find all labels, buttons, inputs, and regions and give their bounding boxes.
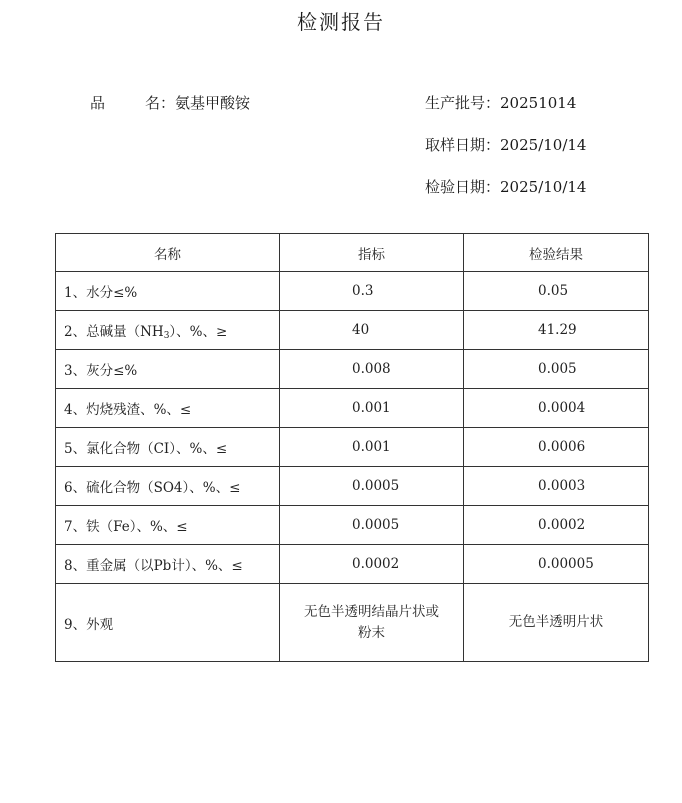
product-name-value: 氨基甲酸铵	[175, 94, 251, 112]
header-spec: 指标	[280, 234, 464, 272]
header-name: 名称	[56, 234, 280, 272]
row-name: 1、水分≤%	[56, 272, 280, 311]
row-spec: 0.001	[280, 389, 464, 428]
row-name: 4、灼烧残渣、%、≤	[56, 389, 280, 428]
row-result: 0.0003	[464, 467, 649, 506]
table-row	[56, 311, 649, 350]
row-spec	[280, 584, 464, 662]
batch-number-label: 生产批号：	[425, 94, 501, 112]
row-name	[56, 311, 280, 350]
table-row	[56, 545, 649, 584]
row-result: 0.05	[464, 272, 649, 311]
product-label-char2: 名：	[145, 94, 176, 112]
table-row	[56, 389, 649, 428]
row-result: 无色半透明片状	[464, 584, 649, 662]
table-row	[56, 272, 649, 311]
inspection-date-value: 2025/10/14	[500, 178, 587, 196]
row-spec-line2: 粉末	[358, 624, 385, 641]
inspection-results-table	[55, 233, 649, 662]
batch-number-value: 20251014	[500, 94, 577, 112]
row-spec: 0.008	[280, 350, 464, 389]
row-spec: 0.001	[280, 428, 464, 467]
table-row	[56, 428, 649, 467]
product-label-char1: 品	[90, 94, 106, 112]
row-result: 41.29	[464, 311, 649, 350]
row-name-part2: ）、%、≥	[169, 323, 228, 340]
table-header-row	[56, 234, 649, 272]
row-result: 0.00005	[464, 545, 649, 584]
row-spec-line1: 无色半透明结晶片状或	[304, 603, 439, 620]
row-result: 0.0002	[464, 506, 649, 545]
row-spec: 0.0002	[280, 545, 464, 584]
row-name: 3、灰分≤%	[56, 350, 280, 389]
row-result: 0.005	[464, 350, 649, 389]
row-spec: 0.0005	[280, 467, 464, 506]
table-row	[56, 584, 649, 662]
inspection-date-label: 检验日期：	[425, 178, 501, 196]
header-result: 检验结果	[464, 234, 649, 272]
row-spec: 40	[280, 311, 464, 350]
row-name-part1: 2、总碱量（NH	[64, 323, 164, 340]
table-row	[56, 350, 649, 389]
row-result: 0.0004	[464, 389, 649, 428]
batch-number-line	[425, 92, 576, 113]
inspection-date-line	[425, 176, 586, 197]
row-result: 0.0006	[464, 428, 649, 467]
row-name: 9、外观	[56, 584, 280, 662]
row-name: 7、铁（Fe）、%、≤	[56, 506, 280, 545]
sampling-date-value: 2025/10/14	[500, 136, 587, 154]
row-name: 8、重金属（以Pb计）、%、≤	[56, 545, 280, 584]
table-row	[56, 506, 649, 545]
sampling-date-line	[425, 134, 586, 155]
table-row	[56, 467, 649, 506]
sampling-date-label: 取样日期：	[425, 136, 501, 154]
row-spec: 0.0005	[280, 506, 464, 545]
product-name-line	[90, 92, 250, 113]
row-name: 5、氯化合物（CI）、%、≤	[56, 428, 280, 467]
row-name-subscript: 3	[163, 330, 170, 341]
row-name: 6、硫化合物（SO4）、%、≤	[56, 467, 280, 506]
report-title: 检测报告	[297, 10, 385, 34]
row-spec: 0.3	[280, 272, 464, 311]
